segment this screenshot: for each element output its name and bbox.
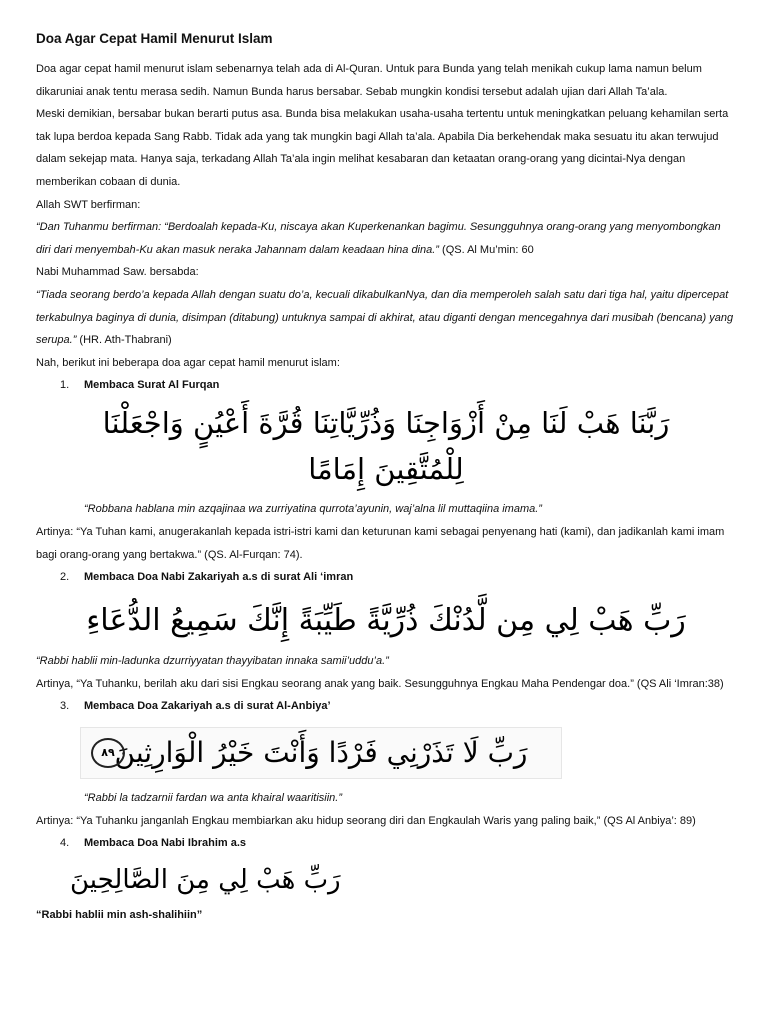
arabic-verse-3 bbox=[80, 727, 562, 779]
list-item-4-number: 4. bbox=[60, 837, 70, 850]
allah-label: Allah SWT berfirman: bbox=[36, 198, 141, 211]
document-page bbox=[36, 30, 736, 927]
list-intro: Nah, berikut ini beberapa doa agar cepat hamil menurut islam: bbox=[36, 356, 340, 369]
latin-2: “Rabbi hablii min-ladunka dzurriyyatan thayyibatan innaka samii’uddu’a.” bbox=[36, 655, 389, 668]
ayah-number-mark: ٨٩ bbox=[91, 738, 125, 768]
list-item-3-title: Membaca Doa Zakariyah a.s di surat Al-Anbiya’ bbox=[84, 700, 331, 713]
list-item-3-heading bbox=[36, 695, 736, 717]
list-item-1-title: Membaca Surat Al Furqan bbox=[84, 379, 220, 392]
latin-4: “Rabbi hablii min ash-shalihiin” bbox=[36, 909, 203, 922]
list-item-2-number: 2. bbox=[60, 571, 70, 584]
intro-paragraph: Doa agar cepat hamil menurut islam sebenarnya telah ada di Al-Quran. Untuk para Bunda yang telah menikah cukup lama namun belum dikaruniai anak tentu merasa sedih. Namun Bunda harus bersabar. Sebab mungkin kondisi tersebut adalah ujian dari Allah Ta’ala. bbox=[36, 63, 702, 98]
list-item-2-heading bbox=[36, 566, 736, 588]
latin-3: “Rabbi la tadzarnii fardan wa anta khairal waaritisiin.” bbox=[84, 792, 343, 805]
list-item-4-title: Membaca Doa Nabi Ibrahim a.s bbox=[84, 837, 246, 850]
paragraph-2: Meski demikian, bersabar bukan berarti putus asa. Bunda bisa melakukan usaha-usaha tertentu untuk meningkatkan peluang kehamilan serta tak lupa berdoa kepada Sang Rabb. Tidak ada yang tak mungkin bagi Allah ta’ala. Apabila Dia berkehendak maka sesuatu itu akan terwujud dalam sekejap mata. Hanya saja, terkadang Allah Ta’ala ingin melihat kesabaran dan ketaatan orang-orang yang dicintai-Nya dengan memberikan cobaan di dunia. bbox=[36, 108, 729, 188]
artinya-1: Artinya: “Ya Tuhan kami, anugerakanlah kepada istri-istri kami dan keturunan kami sebagai penyenang hati (kami), dan jadikanlah kami imam bagi orang-orang yang bertakwa.” (QS. Al-Furqan: 74). bbox=[36, 525, 725, 561]
arabic-verse-2: رَبِّ هَبْ لِي مِن لَّدُنْكَ ذُرِّيَّةً طَيِّبَةً إِنَّكَ سَمِيعُ الدُّعَاءِ bbox=[86, 603, 686, 639]
arabic-verse-4-text: رَبِّ هَبْ لِي مِنَ الصَّالِحِينَ bbox=[70, 865, 341, 896]
quote-2-text: “Tiada seorang berdo’a kepada Allah dengan suatu do’a, kecuali dikabulkanNya, dan dia memperoleh salah satu dari tiga hal, yaitu dipercepat terkabulnya baginya di dunia, disimpan (ditabung) untuknya sampai di akhirat, atau diganti dengan mencegahnya dari musibah (bencana) yang serupa.” bbox=[36, 288, 734, 347]
arabic-verse-3-text: رَبِّ لَا تَذَرْنِي فَرْدًا وَأَنْتَ خَيْرُ الْوَارِثِينَ bbox=[114, 736, 528, 770]
quote-1-ref: (QS. Al Mu’min: 60 bbox=[438, 243, 534, 256]
arabic-verse-1: رَبَّنَا هَبْ لَنَا مِنْ أَزْوَاجِنَا وَذُرِّيَّاتِنَا قُرَّةَ أَعْيُنٍ وَاجْعَلْنَا لِلْمُتَّقِينَ إِمَامًا bbox=[102, 406, 670, 487]
list-item-4-heading bbox=[36, 832, 736, 854]
list-item-3-number: 3. bbox=[60, 700, 70, 713]
page-title: Doa Agar Cepat Hamil Menurut Islam bbox=[36, 31, 273, 46]
latin-1: “Robbana hablana min azqajinaa wa zurriyatina qurrota’ayunin, waj’alna lil muttaqiina imama.” bbox=[84, 503, 542, 516]
artinya-2: Artinya, “Ya Tuhanku, berilah aku dari sisi Engkau seorang anak yang baik. Sesungguhnya Engkau Maha Pendengar doa.” (QS Ali ‘Imran:38) bbox=[36, 677, 724, 690]
arabic-verse-4 bbox=[36, 858, 736, 902]
quote-2-ref: (HR. Ath-Thabrani) bbox=[76, 334, 172, 347]
quote-1 bbox=[36, 216, 736, 261]
list-item-1-number: 1. bbox=[60, 379, 70, 392]
list-item-1-heading bbox=[36, 374, 736, 396]
quote-1-text: “Dan Tuhanmu berfirman: “Berdoalah kepada-Ku, niscaya akan Kuperkenankan bagimu. Sesungguhnya orang-orang yang menyombongkan diri dari menyembah-Ku akan masuk neraka Jahannam dalam keadaan hina dina.” bbox=[36, 221, 721, 256]
artinya-3: Artinya: “Ya Tuhanku janganlah Engkau membiarkan aku hidup seorang diri dan Engkaulah Waris yang paling baik,” (QS Al Anbiya’: 89) bbox=[36, 814, 696, 827]
nabi-label: Nabi Muhammad Saw. bersabda: bbox=[36, 266, 199, 279]
list-item-2-title: Membaca Doa Nabi Zakariyah a.s di surat Ali ‘imran bbox=[84, 571, 354, 584]
quote-2 bbox=[36, 284, 736, 352]
